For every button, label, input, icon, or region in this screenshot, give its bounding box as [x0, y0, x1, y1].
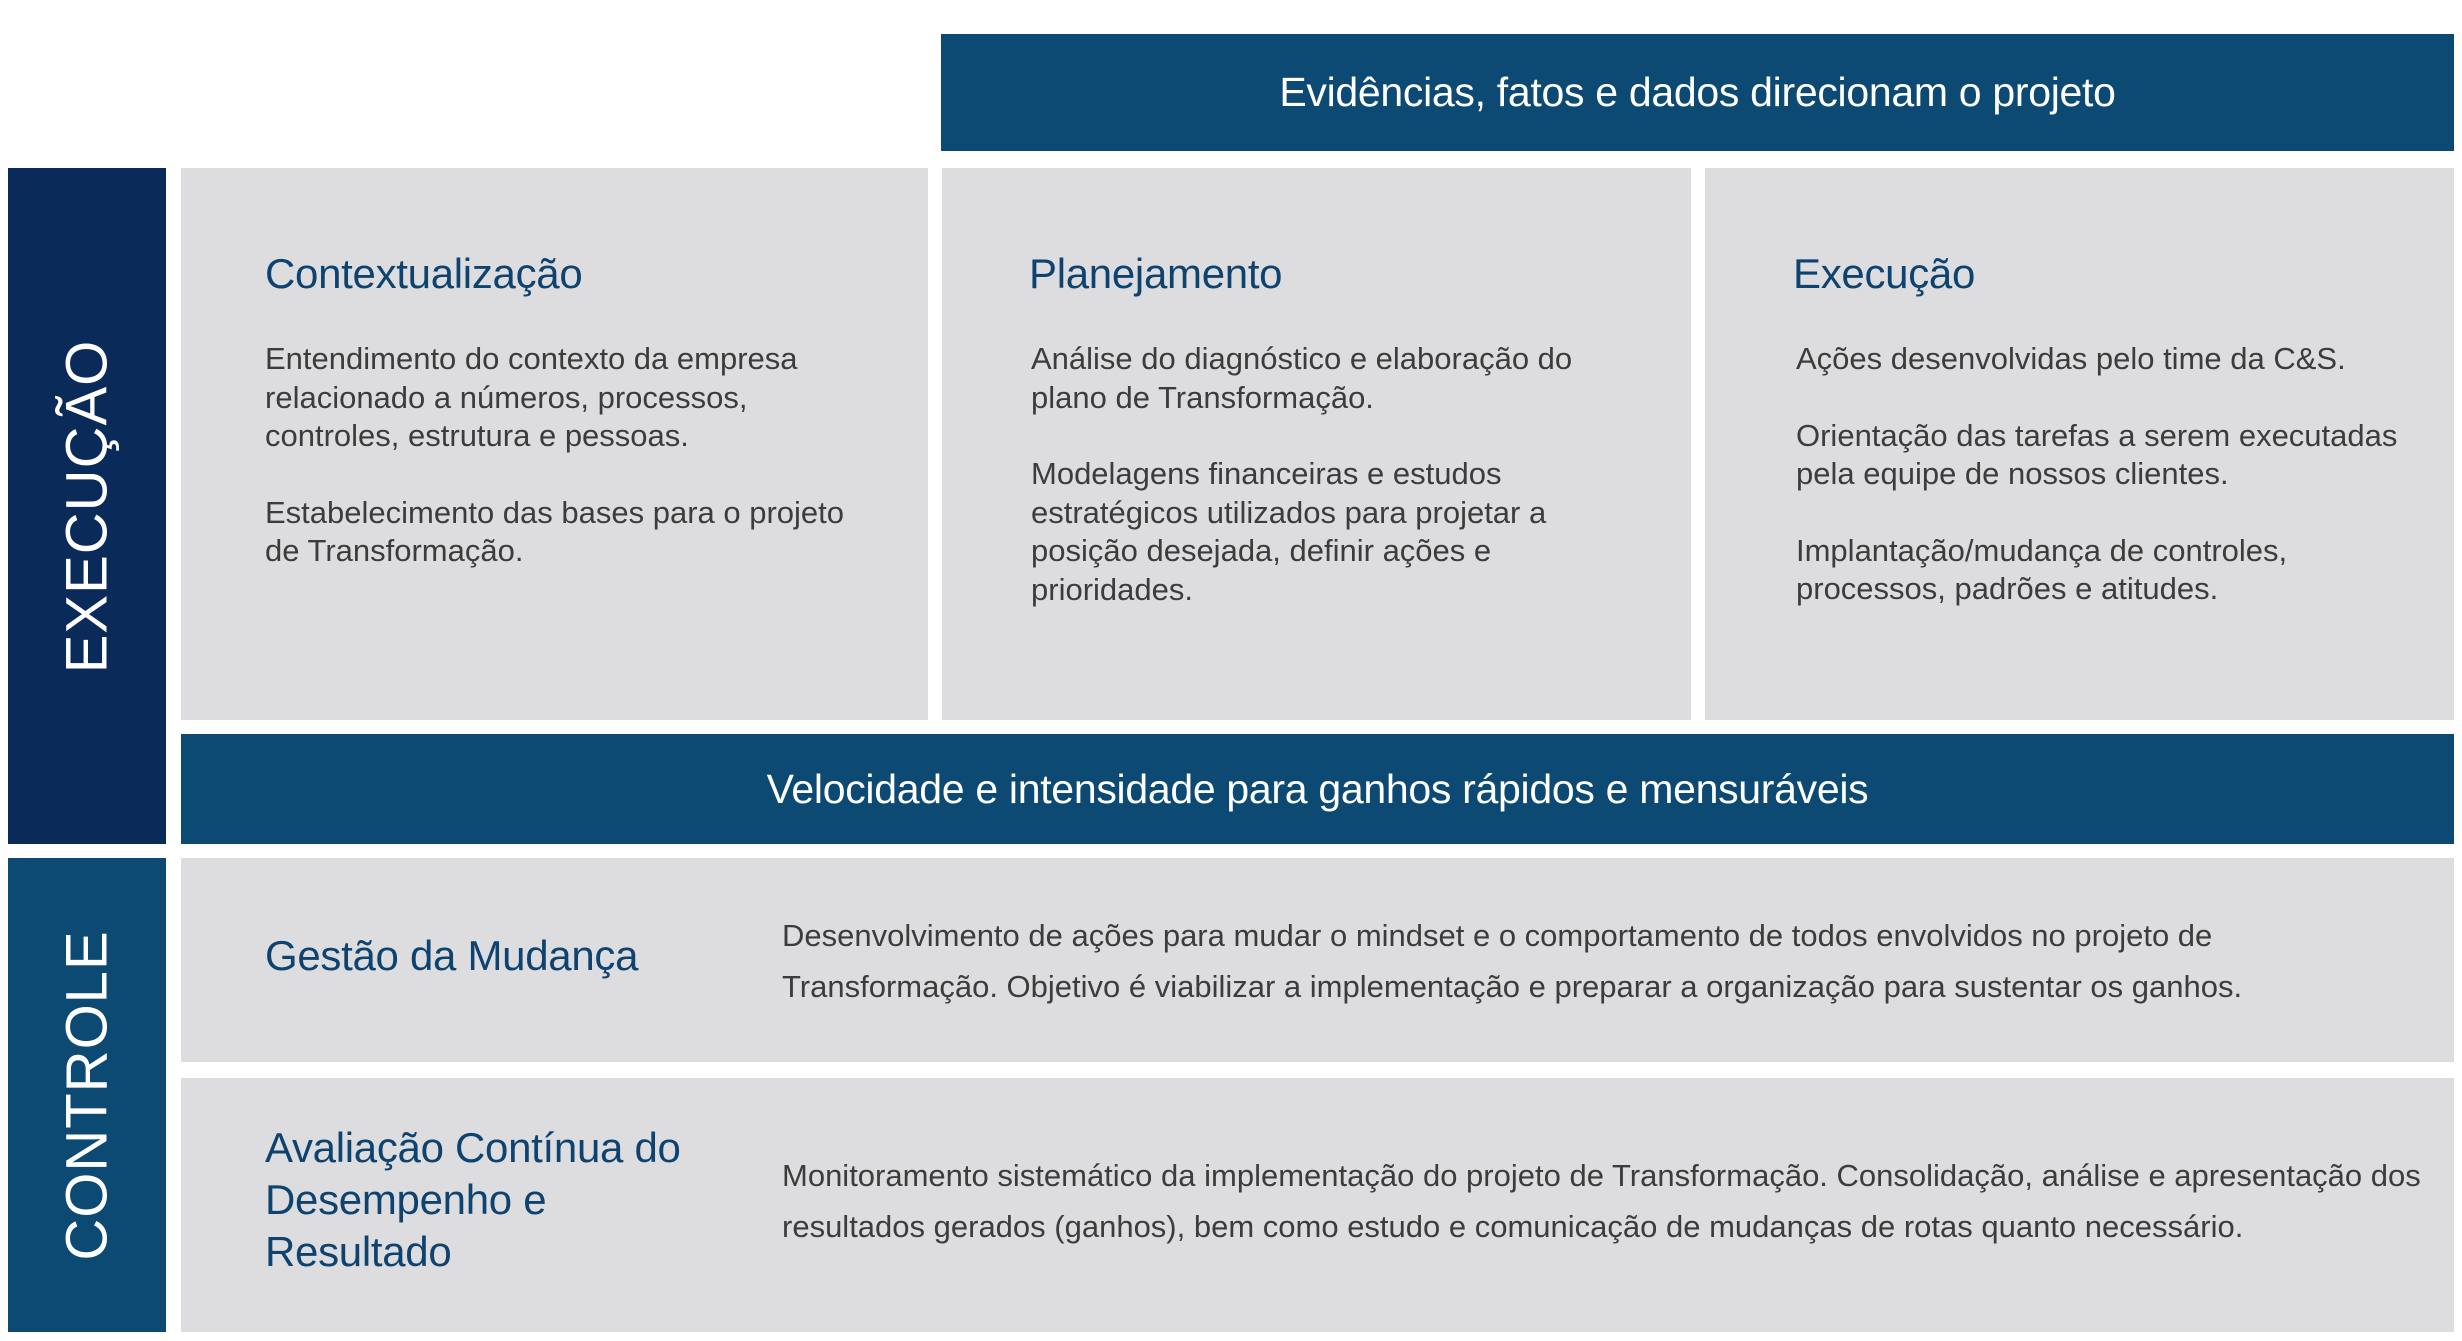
phase-card-planejamento — [942, 168, 1691, 720]
phase-paragraph: Orientação das tarefas a serem executadas pela equipe de nossos clientes. — [1796, 417, 2398, 491]
middle-banner — [181, 734, 2454, 844]
control-title: Avaliação Contínua do Desempenho e Resultado — [265, 1124, 681, 1275]
phase-paragraph: Implantação/mudança de controles, processos, padrões e atitudes. — [1796, 532, 2288, 606]
phase-description — [265, 340, 885, 609]
control-row-avaliacao-continua — [181, 1078, 2454, 1332]
phase-title: Planejamento — [1029, 250, 1283, 297]
phase-card-contextualizacao — [181, 168, 928, 720]
phase-description — [1796, 340, 2436, 647]
top-banner-text: Evidências, fatos e dados direcionam o projeto — [1279, 69, 2116, 115]
phase-title: Execução — [1793, 250, 1976, 297]
phase-paragraph: Análise do diagnóstico e elaboração do plano de Transformação. — [1031, 341, 1573, 415]
phase-description — [1031, 340, 1611, 647]
phase-title: Contextualização — [265, 250, 583, 297]
phase-paragraph: Entendimento do contexto da empresa relacionado a números, processos, controles, estrutura e pessoas. — [265, 341, 798, 453]
phase-paragraph: Estabelecimento das bases para o projeto de Transformação. — [265, 494, 845, 568]
phase-card-execucao — [1705, 168, 2454, 720]
sidebar-execucao-label: EXECUÇÃO — [54, 339, 120, 673]
top-banner — [941, 34, 2454, 151]
sidebar-execucao — [8, 168, 166, 844]
control-description: Monitoramento sistemático da implementação do projeto de Transformação. Consolidação, análise e apresentação dos resultados gerados (ganhos), bem como estudo e comunicação de mudanças de rotas quanto necessário. — [782, 1158, 2421, 1244]
control-title: Gestão da Mudança — [265, 932, 639, 979]
phase-paragraph: Modelagens financeiras e estudos estratégicos utilizados para projetar a posição desejada, definir ações e prioridades. — [1031, 456, 1547, 607]
sidebar-controle-label: CONTROLE — [54, 929, 120, 1261]
control-row-gestao-mudanca — [181, 858, 2454, 1062]
middle-banner-text: Velocidade e intensidade para ganhos rápidos e mensuráveis — [766, 765, 1869, 812]
sidebar-controle — [8, 858, 166, 1332]
phase-paragraph: Ações desenvolvidas pelo time da C&S. — [1796, 341, 2346, 376]
control-description: Desenvolvimento de ações para mudar o mindset e o comportamento de todos envolvidos no projeto de Transformação. Objetivo é viabilizar a implementação e preparar a organização para sustentar os ganhos. — [782, 918, 2243, 1004]
